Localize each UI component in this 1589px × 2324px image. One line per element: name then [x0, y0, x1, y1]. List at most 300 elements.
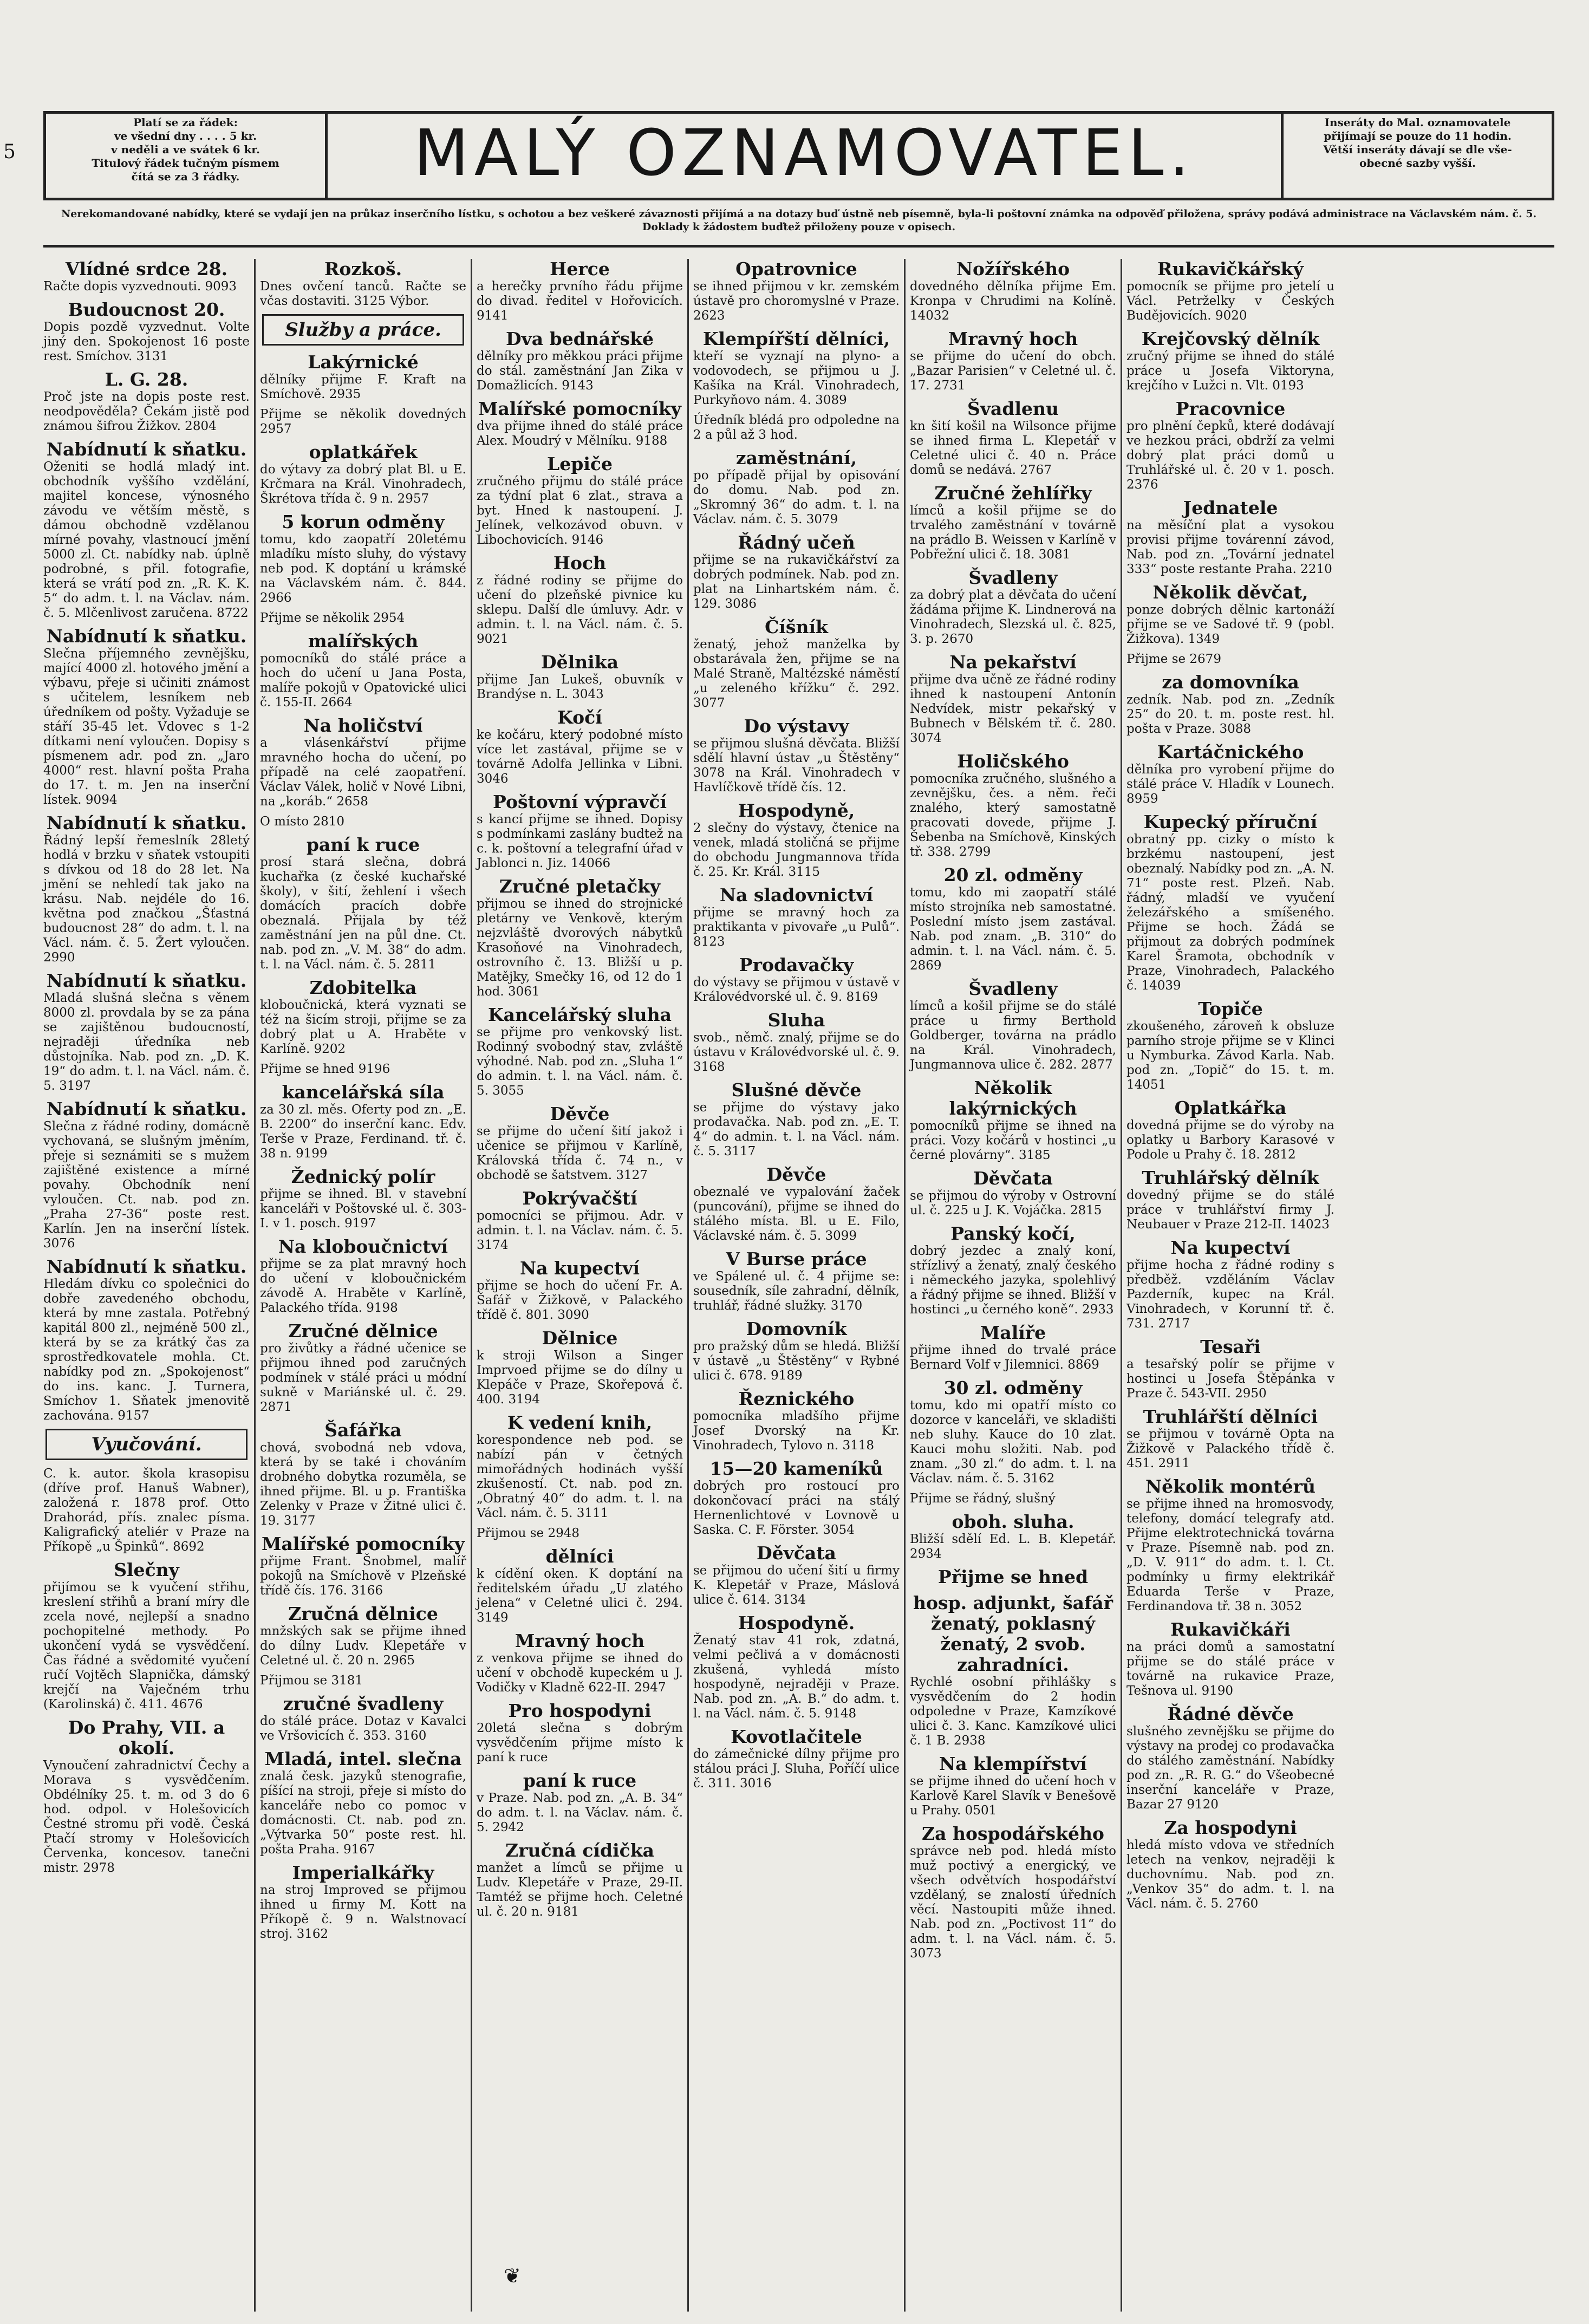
ad-heading: Nabídnutí k sňatku.	[46, 1256, 247, 1277]
ad-heading: Několik montérů	[1145, 1476, 1316, 1497]
ad-column	[1122, 259, 1339, 2312]
page-title: MALÝ OZNAMOVATEL.	[413, 115, 1195, 190]
deadline-line: Inseráty do Mal. oznamovatele	[1324, 116, 1511, 129]
ad-text: límců a košil přijme se do stálé práce u firmy Berthold Goldberger, továrna na prádlo na Král. Vinohradech, Jungmannova ulice č. 282. 2877	[910, 999, 1116, 1072]
ad-heading: Na sladovnictví	[719, 884, 874, 906]
ad-text: za dobrý plat a děvčata do učení žádáma přijme K. Lindnerová na Vinohradech, Slezská ul. č. 825, 3. p. 2670	[910, 588, 1116, 646]
classified-ad	[260, 1082, 466, 1161]
ad-text: svob., němč. znalý, přijme se do ústavu v Královédvorské ul. č. 9. 3168	[693, 1031, 900, 1074]
ad-text: a tesařský polír se přijme v hostinci u Josefa Štěpánka v Praze č. 543-VII. 2950	[1126, 1357, 1334, 1401]
printer-mark: ❦	[504, 2264, 521, 2288]
classified-ad	[1126, 1619, 1334, 1698]
ad-text: Přijmou se 3181	[260, 1674, 363, 1688]
ad-heading: Malířské pomocníky	[262, 1533, 465, 1554]
ad-text: pomocníka zručného, slušného a zevnějšku, čes. a něm. řeči znalého, který samostatně pracovati dovede, přijme J. Šebenba na Smíchově, Kinských tř. 338. 2799	[910, 772, 1116, 859]
ad-text: Oženiti se hodlá mladý int. obchodník vyššího vzdělání, majitel koncese, výnosného závodu ve větším městě, s dámou obchodně vzdělanou mírné povahy, vlastnoucí jmění 5000 zl. Ct. nabídky nab. úplně podrobné, s přil. fotografie, která se vrátí pod zn. „R. K. K. 5“ do adm. t. l. na Václav. nám. č. 5. Mlčenlivost zaručena. 8722	[43, 460, 250, 620]
ad-text: Řádný lepší řemeslník 28letý hodlá v brzku v sňatek vstoupiti s dívkou od 18 do 28 let. Na jmění se nehledí tak jako na krásu. Nab. nejdéle do 16. května pod značkou „Šťastná budoucnost 28“ do adm. t. l. na Václ. nám. č. 5. Žert vyloučen. 2990	[43, 834, 250, 965]
ad-text: obeznalé ve vypalování žaček (puncování), přijme se ihned do stálého místa. Bl. u E. Filo, Václavské nám. č. 5. 3099	[693, 1185, 900, 1243]
ad-text: přijme se hoch do učení Fr. A. Šafář v Žižkově, v Palackého třídě č. 801. 3090	[477, 1279, 683, 1322]
ad-column	[906, 259, 1122, 2312]
classified-ad	[1126, 1098, 1334, 1162]
classified-ad	[43, 300, 250, 364]
classified-ad	[910, 1323, 1116, 1372]
classified-ad	[477, 1631, 683, 1695]
classified-ad	[693, 1459, 900, 1538]
ad-heading: Nabídnutí k sňatku.	[46, 439, 247, 460]
classified-ad	[693, 532, 900, 611]
classified-ad	[477, 553, 683, 647]
ad-heading: Nabídnutí k sňatku.	[46, 970, 247, 991]
ad-text: Slečna z řádné rodiny, domácně vychovaná, se slušným jměním, přeje si seznámiti se s mužem zajištěné existence a mírné povahy. Obchodník není vyloučen. Ct. nab. pod zn. „Praha 27-36“ poste rest. Karlín. Jen na inserční lístek. 3076	[43, 1119, 250, 1251]
ad-heading: Za hospodyni	[1164, 1817, 1297, 1838]
classified-ad	[693, 1543, 900, 1607]
classified-ad	[1126, 812, 1334, 993]
ad-heading: Na holičství	[303, 715, 423, 736]
classified-ad	[260, 512, 466, 606]
ad-heading: 15—20 kameníků	[709, 1458, 883, 1479]
ad-heading: Šafářka	[324, 1420, 402, 1441]
classified-ad	[260, 1749, 466, 1857]
ad-text: slušného zevnějšku se přijme do výstavy na prodej co prodavačka do stálého zaměstnání. Nabídky pod zn. „R. R. G.“ do Všeobecné inserční kanceláře v Praze, Bazar 27 9120	[1126, 1724, 1334, 1812]
page-margin-mark: 5	[3, 141, 16, 163]
ad-heading: oplatkářek	[309, 441, 418, 463]
ad-text: v Praze. Nab. pod zn. „A. B. 34“ do adm. t. l. na Václav. nám. č. 5. 2942	[477, 1791, 683, 1834]
classified-ad	[1126, 582, 1334, 647]
ad-heading: Řádné děvče	[1167, 1703, 1294, 1724]
ad-text: po případě přijal by opisování do domu. Nab. pod zn. „Skromný 36“ do adm. t. l. na Václav. nám. č. 5. 3079	[693, 468, 900, 526]
classified-ad	[43, 369, 250, 434]
ad-text: pro plnění čepků, které dodávají ve hezkou práci, obdrží za velmi dobrý plat práci domů u Truhlářské ul. č. 20 v 1. posch. 2376	[1126, 419, 1334, 492]
ad-heading: Panský kočí,	[950, 1223, 1076, 1244]
ad-text: se ihned přijmou v kr. zemském ústavě pro choromyslné v Praze. 2623	[693, 279, 900, 323]
ad-text: ke kočáru, který podobné místo více let zastával, přijme se v továrně Adolfa Jellinka v Libni. 3046	[477, 728, 683, 786]
classified-ad	[260, 611, 466, 626]
ad-text: kn šití košil na Wilsonce přijme se ihned firma L. Klepetář v Celetné ulici č. 40 n. Práce domů se nedává. 2767	[910, 419, 1116, 477]
ad-text: přijme Jan Lukeš, obuvník v Brandýse n. L. 3043	[477, 673, 683, 701]
ad-heading: Na kupectví	[519, 1258, 640, 1279]
classified-ad	[1126, 1407, 1334, 1471]
ad-column	[39, 259, 256, 2312]
classified-ad	[1126, 742, 1334, 806]
classified-ad	[477, 1701, 683, 1765]
classified-ad	[43, 813, 250, 965]
classified-ad	[260, 1321, 466, 1415]
ad-text: dovedná přijme se do výroby na oplatky u Barbory Karasové v Podole u Prahy č. 18. 2812	[1126, 1118, 1334, 1162]
classified-ad	[260, 442, 466, 506]
classified-ad	[693, 259, 900, 323]
ad-heading: Řádný učeň	[738, 532, 855, 553]
ad-heading: Do výstavy	[744, 715, 849, 737]
ad-heading: kancelářská síla	[282, 1082, 445, 1103]
ad-heading: Kočí	[557, 707, 602, 728]
classified-ad	[910, 1512, 1116, 1561]
classified-ad	[910, 568, 1116, 647]
classified-ad	[1126, 259, 1334, 323]
classified-ad	[910, 399, 1116, 478]
ad-columns	[39, 259, 1555, 2312]
classified-ad	[910, 1378, 1116, 1486]
ad-heading: Dělnice	[542, 1327, 618, 1349]
classified-ad	[910, 259, 1116, 323]
ad-text: přijmou se ihned do strojnické pletárny ve Venkově, kterým nejzvláště dvorových nábytků Krasoňové na Vinohradech, ostrovního č. 13. Bližší u p. Matějky, Smečky 16, od 12 do 1 hod. 3061	[477, 897, 683, 999]
ad-text: s kancí přijme se ihned. Dopisy s podmínkami zaslány budtež na c. k. poštovní a telegrafní úřad v Jablonci n. Jiz. 14066	[477, 812, 683, 870]
classified-ad	[693, 885, 900, 949]
ad-text: se přijme do výstavy jako prodavačka. Nab. pod zn. „E. T. 4“ do admin. t. l. na Václ. nám. č. 5. 3117	[693, 1101, 900, 1158]
ad-text: ponze dobrých dělnic kartonáží přijme se ve Sadové tř. 9 (pobl. Žižkova). 1349	[1126, 603, 1334, 646]
ad-text: do stálé práce. Dotaz v Kavalci ve Vršovicích č. 353. 3160	[260, 1714, 466, 1743]
ad-heading: Děvče	[766, 1164, 826, 1185]
ad-text: kteří se vyznají na plyno- a vodovodech, se přijmou u J. Kašíka na Král. Vinohradech, Purkyňovo nám. 4. 3089	[693, 349, 900, 407]
ad-text: se přijmou v továrně Opta na Žižkově v Palackého třídě č. 451. 2911	[1126, 1427, 1334, 1470]
ad-text: Úředník blédá pro odpoledne na 2 a půl až 3 hod.	[693, 413, 900, 442]
ad-text: Mladá slušná slečna s věnem 8000 zl. provdala by se za pána se zajištěnou budoucností, nejraději úředníka neb důstojníka. Nab. pod zn. „D. K. 19“ do adm. t. l. na Václ. nám. č. 5. 3197	[43, 991, 250, 1093]
ad-text: zedník. Nab. pod zn. „Zedník 25“ do 20. t. m. poste rest. hl. pošta v Praze. 3088	[1126, 693, 1334, 736]
ad-text: korespondence neb pod. se nabízí pán v četných mimořádných hodinách vyšší zkušeností. Ct. nab. pod zn. „Obratný 40“ do adm. t. l. na Václ. nám. č. 5. 3111	[477, 1433, 683, 1520]
ad-heading: Děvčata	[973, 1168, 1053, 1189]
ad-text: 2 slečny do výstavy, čtenice na venek, mladá stoličná se přijme do obchodu Jungmannova třída č. 25. Kr. Král. 3115	[693, 821, 900, 879]
ad-text: přijme se na rukavičkářství za dobrých podmínek. Nab. pod zn. plat na Linhartském nám. č. 129. 3086	[693, 553, 900, 611]
ad-heading: Opatrovnice	[735, 259, 857, 279]
ad-heading: Vlídné srdce 28.	[65, 259, 228, 279]
ad-text: dovedný přijme se do stálé práce v truhlářství firmy J. Neubauer v Praze 212-II. 14023	[1126, 1188, 1334, 1232]
ad-heading: Pro hospodyni	[508, 1700, 652, 1721]
ad-heading: Truhlářský dělník	[1142, 1167, 1319, 1188]
ad-text: 20letá slečna s dobrým vysvědčením přijme místo k paní k ruce	[477, 1721, 683, 1765]
classified-ad	[1126, 1337, 1334, 1401]
classified-ad	[1126, 652, 1334, 667]
ad-heading: Nabídnutí k sňatku.	[46, 1098, 247, 1119]
classified-ad	[1126, 1168, 1334, 1232]
ad-heading: Mravný hoch	[515, 1630, 645, 1651]
classified-ad	[693, 1389, 900, 1453]
ad-text: přijme hocha z řádné rodiny s předběž. vzděláním Václav Pazderník, kupec na Král. Vinohradech, v Korunní tř. č. 731. 2717	[1126, 1258, 1334, 1331]
ad-text: se přijmou slušná děvčata. Bližší sdělí hlavní ústav „u Štěstěny“ 3078 na Král. Vinohradech v Havlíčkově třídě čís. 12.	[693, 737, 900, 795]
ad-heading: Zdobitelka	[309, 977, 417, 998]
ad-heading: Kancelářský sluha	[487, 1004, 672, 1025]
classified-ad	[260, 715, 466, 809]
classified-ad	[910, 979, 1116, 1072]
ad-text: dobrých pro rostoucí pro dokončovací práci na stálý Hernenlichtové v Lovnově u Saska. C. F. Förster. 3054	[693, 1479, 900, 1537]
classified-ad	[260, 1674, 466, 1688]
ad-text: Slečna příjemného zevnějšku, mající 4000 zl. hotového jmění a výbavu, přeje si učiniti známost s učitelem, lesníkem neb úředníkem od pošty. Vyžaduje se stáří 35-45 let. Vdovec s 1-2 dítkami není vyloučen. Dopisy s písmenem adr. pod zn. „Jaro 4000“ rest. hlavní pošta Praha do 17. t. m. Jen na inserční lístek. 9094	[43, 647, 250, 807]
deadline-line: přijímají se pouze do 11 hodin.	[1324, 129, 1512, 142]
classified-ad	[477, 329, 683, 393]
classified-ad	[693, 1319, 900, 1383]
classified-ad	[1126, 498, 1334, 577]
classified-ad	[260, 815, 466, 829]
ad-heading: Rukavičkáři	[1170, 1619, 1291, 1640]
ad-text: chová, svobodná neb vdova, která by se také i chováním drobného dobytka rozuměla, se ihned přijme. Bl. u p. Františka Zelenky v Praze v Žitné ulici č. 19. 3177	[260, 1441, 466, 1528]
ad-heading: Děvčata	[757, 1542, 836, 1564]
ad-text: se přijme do učení šití jakož i učenice se přijmou v Karlíně, Královská třída č. 74 n., v obchodě se šatstvem. 3127	[477, 1124, 683, 1182]
classified-ad	[1126, 1238, 1334, 1331]
ad-text: zručného přijmu do stálé práce za týdní plat 6 zlat., strava a byt. Hned k nastoupení. J. Jelínek, velkozávod obuvn. v Libochovicích. 9146	[477, 474, 683, 547]
classified-ad	[910, 1567, 1116, 1587]
ad-text: přijme se za plat mravný hoch do učení v kloboučnickém závodě A. Hraběte v Karlíně, Palackého třída. 9198	[260, 1257, 466, 1315]
ad-text: se přijmou do učení šití u firmy K. Klepetář v Praze, Máslová ulice č. 614. 3134	[693, 1564, 900, 1607]
ad-text: mnžských sak se přijme ihned do dílny Ludv. Klepetáře v Celetné ul. č. 20 n. 2965	[260, 1624, 466, 1668]
ad-heading: Mravný hoch	[948, 328, 1078, 349]
ad-text: pomocníka mladšího přijme Josef Dvorský na Kr. Vinohradech, Tylovo n. 3118	[693, 1409, 900, 1453]
classified-ad	[910, 865, 1116, 973]
ad-text: a vlásenkářství přijme mravného hocha do učení, po případě na celé zaopatření. Václav Válek, holič v Nové Libni, na „koráb.“ 2658	[260, 736, 466, 809]
ad-text: k stroji Wilson a Singer Imprvoed přijme se do dílny u Klepáče v Praze, Skořepová č. 400. 3194	[477, 1349, 683, 1407]
classified-ad	[910, 1078, 1116, 1163]
classified-ad	[693, 413, 900, 442]
classified-ad	[260, 631, 466, 710]
classified-ad	[260, 978, 466, 1057]
ad-heading: Sluha	[767, 1010, 825, 1031]
classified-ad	[693, 1080, 900, 1159]
ad-heading: Nožířského	[956, 259, 1070, 279]
ad-heading: Slušné děvče	[731, 1079, 862, 1101]
ad-heading: hosp. adjunkt, šafář ženatý, poklasný ženatý, 2 svob. zahradníci.	[913, 1592, 1113, 1675]
ad-text: se přijme pro venkovský list. Rodinný svobodný stav, zvláště výhodné. Nab. pod zn. „Sluha 1“ do admin. t. l. na Václ. nám. č. 5. 3055	[477, 1025, 683, 1098]
rates-box	[46, 114, 328, 198]
classified-ad	[260, 1863, 466, 1942]
classified-ad	[43, 626, 250, 808]
rates-line: Titulový řádek tučným písmem	[92, 157, 279, 170]
ad-heading: Imperialkářky	[292, 1862, 434, 1883]
classified-ad	[260, 352, 466, 402]
ad-text: Račte dopis vyzvednouti. 9093	[43, 279, 237, 294]
ad-text: dělníka pro vyrobení přijme do stálé práce V. Hladík v Lounech. 8959	[1126, 763, 1334, 806]
ad-heading: Zručné žehlířky	[934, 483, 1092, 504]
ad-text: z venkova přijme se ihned do učení v obchodě kupeckém u J. Vodičky v Kladně 622-II. 2947	[477, 1651, 683, 1695]
ad-text: Vynoučení zahradnictví Čechy a Morava s vysvědčením. Obdélníky 25. t. m. od 3 do 6 hod. odpol. v Holešovicích Čestné stromu při vodě. Česká Ptačí stromy v Holešovicích Červenka, koncesov. tanečni mistr. 2978	[43, 1759, 250, 1875]
ad-heading: Slečny	[114, 1559, 179, 1580]
ad-text: obratný pp. cizky o místo k brzkému nastoupení, jest obeznalý. Nabídky pod zn. „A. N. 71“ poste rest. Plzeň. Nab. řádný, mladší ve vyučení železářského a smíšeného. Přijme se hoch. Žádá se přijmout za dobrých podmínek Karel Šramota, obchodník v Praze, Vinohradech, Palackého č. 14039	[1126, 832, 1334, 993]
ad-heading: Dva bednářské	[505, 328, 654, 349]
classified-ad	[477, 259, 683, 323]
ad-text: a herečky prvního řádu přijme do divad. ředitel v Hořovicích. 9141	[477, 279, 683, 323]
ad-heading: Kupecký příruční	[1143, 811, 1318, 832]
classified-ad	[1126, 1476, 1334, 1614]
ad-text: dělníky přijme F. Kraft na Smíchově. 2935	[260, 373, 466, 401]
classified-ad	[43, 1257, 250, 1423]
classified-ad	[260, 1534, 466, 1598]
classified-ad	[43, 1467, 250, 1554]
ad-heading: Několik děvčat,	[1152, 582, 1308, 603]
ad-text: na stroj Improved se přijmou ihned u firmy M. Kott na Příkopě č. 9 n. Walstnovací stroj. 3162	[260, 1883, 466, 1941]
ad-text: Proč jste na dopis poste rest. neodpověděla? Čekám jistě pod známou šifrou Žižkov. 2804	[43, 390, 250, 433]
classified-ad	[43, 971, 250, 1093]
ad-heading: Číšník	[765, 616, 828, 637]
classified-ad	[693, 1613, 900, 1721]
ad-heading: Holičského	[957, 751, 1069, 772]
classified-ad	[693, 1164, 900, 1244]
masthead-box	[43, 111, 1554, 200]
ad-text: správce neb pod. hledá místo muž poctivý a energický, ve všech odvětvích hospodářství vzdělaný, se znalostí úředních věcí. Nastoupiti může ihned. Nab. pod zn. „Poctivost 11“ do adm. t. l. na Václ. nám. č. 5. 3073	[910, 1844, 1116, 1961]
classified-ad	[1126, 1704, 1334, 1812]
classified-ad	[910, 1824, 1116, 1961]
ad-text: manžet a límců se přijme u Ludv. Klepetáře v Praze, 29-II. Tamtéž se přijme hoch. Celetné ul. č. 20 n. 9181	[477, 1861, 683, 1919]
ad-text: ve Spálené ul. č. 4 přijme se: sousedník, síle zahradní, dělník, truhlář, řádné služky. 3170	[693, 1270, 900, 1313]
ad-heading: Prodavačky	[739, 954, 854, 975]
ad-text: pomocníci se přijmou. Adr. v admin. t. l. na Václav. nám. č. 5. 3174	[477, 1209, 683, 1252]
classified-ad	[477, 1328, 683, 1407]
ad-text: hledá místo vdova ve středních letech na venkov, nejraději k duchovnímu. Nab. pod zn. „Venkov 35“ do adm. t. l. na Václ. nám. č. 5. 2760	[1126, 1838, 1334, 1911]
ad-text: límců a košil přijme se do trvalého zaměstnání v továrně na prádlo B. Weissen v Karlíně v Pobřežní ulici č. 18. 3081	[910, 504, 1116, 562]
classified-ad	[260, 1236, 466, 1316]
classified-ad	[910, 1593, 1116, 1748]
ad-heading: zaměstnání,	[735, 447, 857, 468]
classified-ad	[477, 792, 683, 871]
classified-ad	[477, 1526, 683, 1541]
ad-heading: Na klempířství	[939, 1753, 1087, 1774]
rates-line: Platí se za řádek:	[133, 116, 238, 129]
ad-heading: Řeznického	[738, 1388, 855, 1409]
ad-text: Přijme se několik dovedných 2957	[260, 407, 466, 436]
ad-heading: Truhlářští dělníci	[1143, 1406, 1318, 1427]
ad-heading: Kartáčnického	[1157, 741, 1304, 763]
ad-heading: Zručné pletačky	[499, 876, 661, 897]
ad-text: z řádné rodiny se přijme do učení do plzeňské pivnice ku sklepu. Další dle úmluvy. Adr. v admin. t. l. na Václ. nám. č. 5. 9021	[477, 574, 683, 646]
ad-text: Přijme se hned 9196	[260, 1062, 390, 1076]
classified-ad	[910, 751, 1116, 860]
ad-text: na měsíční plat a vysokou provisi přijme továrenní závod, Nab. pod zn. „Tovární jednatel 333“ poste restante Praha. 2210	[1126, 518, 1334, 576]
classified-ad	[43, 1099, 250, 1251]
classified-ad	[260, 407, 466, 437]
ad-text: Hledám dívku co společnici do dobře zavedeného obchodu, která by mne zastala. Potřebný kapitál 800 zl., nejméně 500 zl., která by se za krátký čas za sprostředkovatele mohla. Ct. nabídky pod zn. „Spokojenost“ do ins. kanc. J. Turnera, Smíchov 1. Sňatek jmenovitě zachována. 9157	[43, 1277, 250, 1423]
ad-heading: Poštovní výpravčí	[493, 791, 667, 812]
classified-ad	[260, 1167, 466, 1231]
section-heading: Vyučování.	[45, 1429, 248, 1460]
ad-text: přijme ihned do trvalé práce Bernard Volf v Jilemnici. 8869	[910, 1343, 1116, 1372]
ad-heading: Klempířští dělníci,	[702, 328, 890, 349]
ad-heading: dělníci	[545, 1546, 614, 1567]
classified-ad	[693, 955, 900, 1005]
ad-text: dva přijme ihned do stálé práce Alex. Moudrý v Mělníku. 9188	[477, 419, 683, 448]
ad-text: se přijme ihned do učení hoch v Karlově Karel Slavík v Benešově u Prahy. 0501	[910, 1774, 1116, 1818]
ad-heading: Dělnika	[541, 652, 618, 673]
classified-ad	[910, 1223, 1116, 1317]
ad-text: Přijme se řádný, slušný	[910, 1492, 1056, 1506]
ad-heading: Nabídnutí k sňatku.	[46, 626, 247, 647]
ad-heading: Malíře	[980, 1322, 1046, 1343]
ad-heading: L. G. 28.	[105, 369, 188, 390]
ad-text: zručný přijme se ihned do stálé práce u Josefa Viktoryna, krejčího v Lužci n. Vlt. 0193	[1126, 349, 1334, 393]
ad-text: ženatý, jehož manželka by obstarávala žen, přijme se na Malé Straně, Maltézské náměstí „u zeleného křížku“ č. 292. 3077	[693, 637, 900, 710]
ad-heading: Děvče	[550, 1103, 610, 1124]
classified-ad	[477, 1840, 683, 1919]
ad-heading: Nabídnutí k sňatku.	[46, 812, 247, 834]
classified-ad	[910, 329, 1116, 393]
deadline-line: Větší inseráty dávají se dle vše-	[1323, 143, 1512, 156]
ad-text: pomocníků do stálé práce a hoch do učení u Jana Posta, malíře pokojů v Opatovické ulici č. 155-II. 2664	[260, 652, 466, 709]
ad-heading: Na kloboučnictví	[278, 1236, 448, 1257]
ad-heading: Za hospodářského	[922, 1823, 1104, 1844]
ad-text: na práci domů a samostatní přijme se do stálé práce v továrně na rukavice Praze, Tešnova ul. 9190	[1126, 1640, 1334, 1698]
ad-text: dobrý jezdec a znalý koní, střízlivý a ženatý, znalý českého i německého jazyka, spolehlivý a řádný přijme se ihned. Bližší v hostinci „u černého koně“. 2933	[910, 1244, 1116, 1317]
classified-ad	[477, 1258, 683, 1323]
classified-ad	[260, 1604, 466, 1668]
classified-ad	[43, 439, 250, 621]
ad-heading: zručné švadleny	[283, 1693, 444, 1714]
ad-heading: za domovníka	[1162, 672, 1299, 693]
ad-heading: Domovník	[746, 1318, 847, 1339]
ad-text: zkoušeného, zároveň k obsluze parního stroje přijme se v Klinci u Nymburka. Závod Karla. Nab. pod zn. „Topič“ do 15. t. m. 14051	[1126, 1019, 1334, 1092]
rates-line: v neděli a ve svátek 6 kr.	[111, 143, 260, 156]
classified-ad	[693, 1010, 900, 1075]
classified-ad	[477, 1188, 683, 1253]
ad-text: znalá česk. jazyků stenografie, píšící na stroji, přeje si místo do kanceláře nebo co pomoc v domácnosti. Ct. nab. pod zn. „Výtvarka 50“ poste rest. hl. pošta Praha. 9167	[260, 1769, 466, 1857]
classified-ad	[260, 1694, 466, 1743]
ad-heading: Mladá, intel. slečna	[264, 1748, 462, 1769]
classified-ad	[477, 454, 683, 548]
ad-column	[472, 259, 689, 2312]
classified-ad	[477, 652, 683, 702]
ad-text: kloboučnická, která vyznati se též na šicím stroji, přijme se za dobrý plat u A. Hraběte v Karlíně. 9202	[260, 998, 466, 1056]
ad-text: Přijme se 2679	[1126, 652, 1221, 666]
ad-heading: Herce	[550, 259, 610, 279]
classified-ad	[693, 716, 900, 795]
classified-ad	[43, 1717, 250, 1876]
classified-ad	[693, 617, 900, 711]
ad-column	[689, 259, 906, 2312]
ad-heading: Pracovnice	[1175, 398, 1286, 419]
rates-line: ve všední dny . . . . 5 kr.	[114, 129, 257, 142]
ad-text: Ženatý stav 41 rok, zdatná, velmi pečlivá a v domácnosti zkušená, vyhledá místo hospodyně, nejraději v Praze. Nab. pod zn. „A. B.“ do adm. t. l. na Václ. nám. č. 5. 9148	[693, 1633, 900, 1721]
classified-ad	[1126, 399, 1334, 492]
ad-heading: Švadlenu	[967, 398, 1059, 419]
classified-ad	[260, 259, 466, 309]
ad-text: se přijme do učení do obch. „Bazar Parisien“ v Celetné ul. č. 17. 2731	[910, 349, 1116, 393]
classified-ad	[910, 1754, 1116, 1818]
ad-heading: Zručná dělnice	[288, 1603, 438, 1624]
classified-ad	[693, 329, 900, 408]
ad-text: tomu, kdo mi opatří místo co dozorce v kanceláři, ve skladišti neb sluhy. Kauce do 10 zlat. Kauci mohu složiti. Nab. pod znam. „30 zl.“ do adm. t. l. na Václav. nám. č. 5. 3162	[910, 1398, 1116, 1486]
ad-heading: oboh. sluha.	[952, 1511, 1074, 1532]
classified-ad	[477, 399, 683, 448]
ad-heading: Pokrývačští	[522, 1188, 637, 1209]
classified-ad	[477, 1770, 683, 1835]
ad-text: přijme Frant. Šnobmel, malíř pokojů na Smíchově v Plzeňské třídě čís. 176. 3166	[260, 1554, 466, 1598]
ad-text: přijme se mravný hoch za praktikanta v pivovaře „u Pulů“. 8123	[693, 906, 900, 949]
ad-heading: Švadleny	[968, 567, 1058, 588]
ad-text: Dnes ovčení tanců. Račte se včas dostaviti. 3125 Výbor.	[260, 279, 466, 308]
ad-text: dělníky pro měkkou práci přijme do stál. zaměstnání Jan Zika v Domažlicích. 9143	[477, 349, 683, 393]
ad-text: přijímou se k vyučení střihu, kreslení střihů a braní míry dle zcela nové, nejlepší a snadno pochopitelné methody. Po ukončení vydá se vysvědčení. Čas řádné a svědomité vyučení ručí Vojtěch Slapnička, dámský krejčí na Vaječném trhu (Karolinská) č. 411. 4676	[43, 1580, 250, 1711]
ad-heading: V Burse práce	[726, 1248, 867, 1270]
ad-heading: Hoch	[553, 552, 607, 574]
header-notice: Nerekomandované nabídky, které se vydají jen na průkaz inserčního lístku, s ochotou a bez veškeré závaznosti přijímá a na dotazy buď ústně neb písemně, byla-li poštovní známka na odpověď přiložena, správy podává administrace na Václavském nám. č. 5. Doklady k žádostem buďtež přiloženy pouze v opisech.	[61, 208, 1537, 233]
classified-ad	[260, 835, 466, 972]
ad-heading: K vedení knih,	[507, 1412, 653, 1433]
ad-heading: paní k ruce	[523, 1770, 637, 1791]
classified-ad	[910, 1492, 1116, 1506]
classified-ad	[693, 448, 900, 527]
ad-text: přijme dva učně ze řádné rodiny ihned k nastoupení Antonín Nedvídek, mistr pekařský v Bubnech v Bělském tř. č. 280. 3074	[910, 673, 1116, 745]
ad-heading: Malířské pomocníky	[478, 398, 681, 419]
ad-text: pro pražský dům se hledá. Bližší v ústavě „u Štěstěny“ v Rybné ulici č. 678. 9189	[693, 1339, 900, 1383]
ad-heading: 5 korun odměny	[282, 511, 445, 532]
ad-heading: Přijme se hned	[937, 1566, 1089, 1587]
ad-text: pro živůtky a řádné učenice se přijmou ihned pod zaručných podmínek v stálé práci u módní sukně v Mariánské ul. č. 29. 2871	[260, 1342, 466, 1414]
classified-ad	[260, 1062, 466, 1077]
deadline-line: obecné sazby vyšší.	[1359, 157, 1476, 170]
ad-heading: malířských	[308, 630, 419, 652]
ad-heading: Hospodyně,	[738, 800, 855, 821]
ad-heading: Hospodyně.	[738, 1612, 855, 1633]
section-heading: Služby a práce.	[262, 314, 464, 346]
ad-heading: Několik lakýrnických	[949, 1077, 1077, 1119]
classified-ad	[910, 1168, 1116, 1218]
ad-heading: Budoucnost 20.	[68, 299, 225, 320]
classified-ad	[477, 1104, 683, 1183]
rates-line: čítá se za 3 řádky.	[131, 170, 240, 183]
ad-text: do výstavy se přijmou v ústavě v Královédvorské ul. č. 9. 8169	[693, 975, 900, 1004]
